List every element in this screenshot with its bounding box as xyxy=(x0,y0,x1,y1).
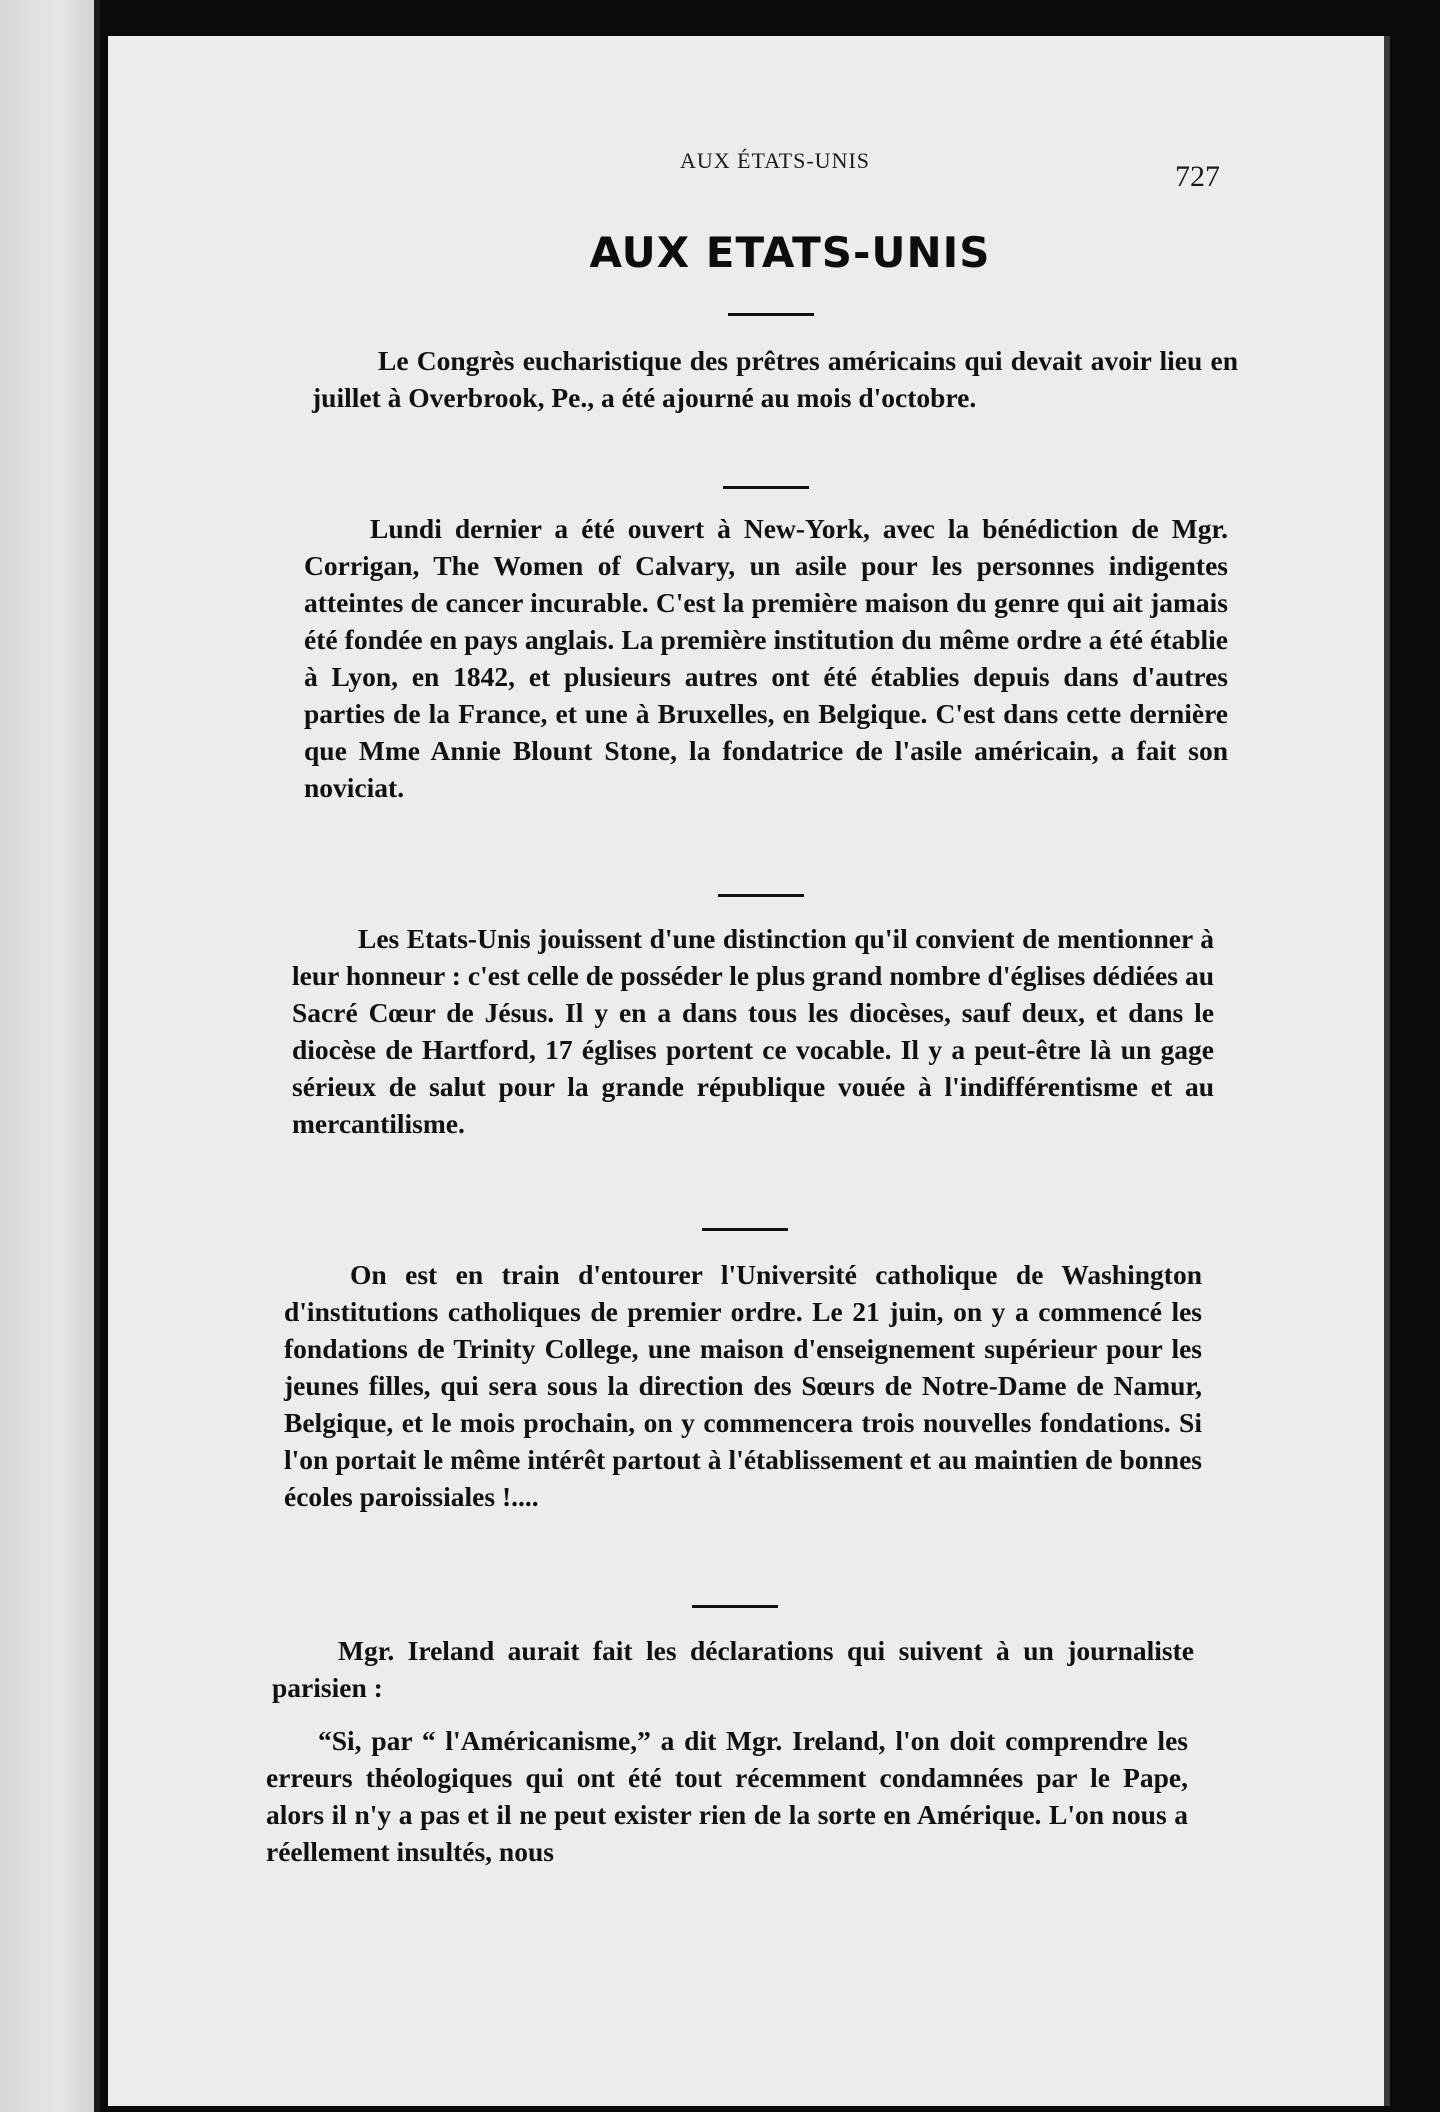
paragraph-ireland-intro: Mgr. Ireland aurait fait les déclarations qui suivent à un journaliste parisien : xyxy=(272,1635,1194,1703)
section-divider xyxy=(728,313,814,316)
article-title: AUX ETATS-UNIS xyxy=(589,228,991,277)
section-divider xyxy=(718,894,804,897)
section-divider xyxy=(692,1605,778,1608)
section-divider xyxy=(723,486,809,489)
adjacent-page-edge xyxy=(0,0,100,2112)
paragraph-ireland-quote: “Si, par “ l'Américanisme,” a dit Mgr. Ireland, l'on doit comprendre les erreurs théologiques qui ont été tout récemment condamnées par le Pape, alors il n'y a pas et il ne peut exister rien de la sorte en Amérique. L'on nous a réellement insultés, nous xyxy=(266,1725,1188,1867)
section-divider xyxy=(702,1228,788,1231)
paragraph-universite: On est en train d'entourer l'Université catholique de Washington d'institutions catholiques de premier ordre. Le 21 juin, on y a commencé les fondations de Trinity College, une maison d'enseignement supérieur pour les jeunes filles, qui sera sous la direction des Sœurs de Notre-Dame de Namur, Belgique, et le mois prochain, on y commencera trois nouvelles fondations. Si l'on portait le même intérêt partout à l'établissement et au maintien de bonnes écoles paroissiales !.... xyxy=(284,1259,1202,1512)
paragraph-congres: Le Congrès eucharistique des prêtres américains qui devait avoir lieu en juillet à Overbrook, Pe., a été ajourné au mois d'octobre. xyxy=(312,345,1238,413)
running-head: AUX ÉTATS-UNIS xyxy=(679,148,871,173)
paragraph-sacre-coeur: Les Etats-Unis jouissent d'une distinction qu'il convient de mentionner à leur honneur : c'est celle de posséder le plus grand nombre d'églises dédiées au Sacré Cœur de Jésus. Il y en a dans tous les diocèses, sauf deux, et dans le diocèse de Hartford, 17 églises portent ce vocable. Il y a peut-être là un gage sérieux de salut pour la grande république vouée à l'indifférentisme et au mercantilisme. xyxy=(292,923,1214,1139)
paragraph-asile: Lundi dernier a été ouvert à New-York, avec la bénédiction de Mgr. Corrigan, The Women of Calvary, un asile pour les personnes indigentes atteintes de cancer incurable. C'est la première maison du genre qui ait jamais été fondée en pays anglais. La première institution du même ordre a été établie à Lyon, en 1842, et plusieurs autres ont été établies depuis dans d'autres parties de la France, et une à Bruxelles, en Belgique. C'est dans cette dernière que Mme Annie Blount Stone, la fondatrice de l'asile américain, a fait son noviciat. xyxy=(304,513,1228,803)
page-number: 727 xyxy=(1175,160,1220,193)
